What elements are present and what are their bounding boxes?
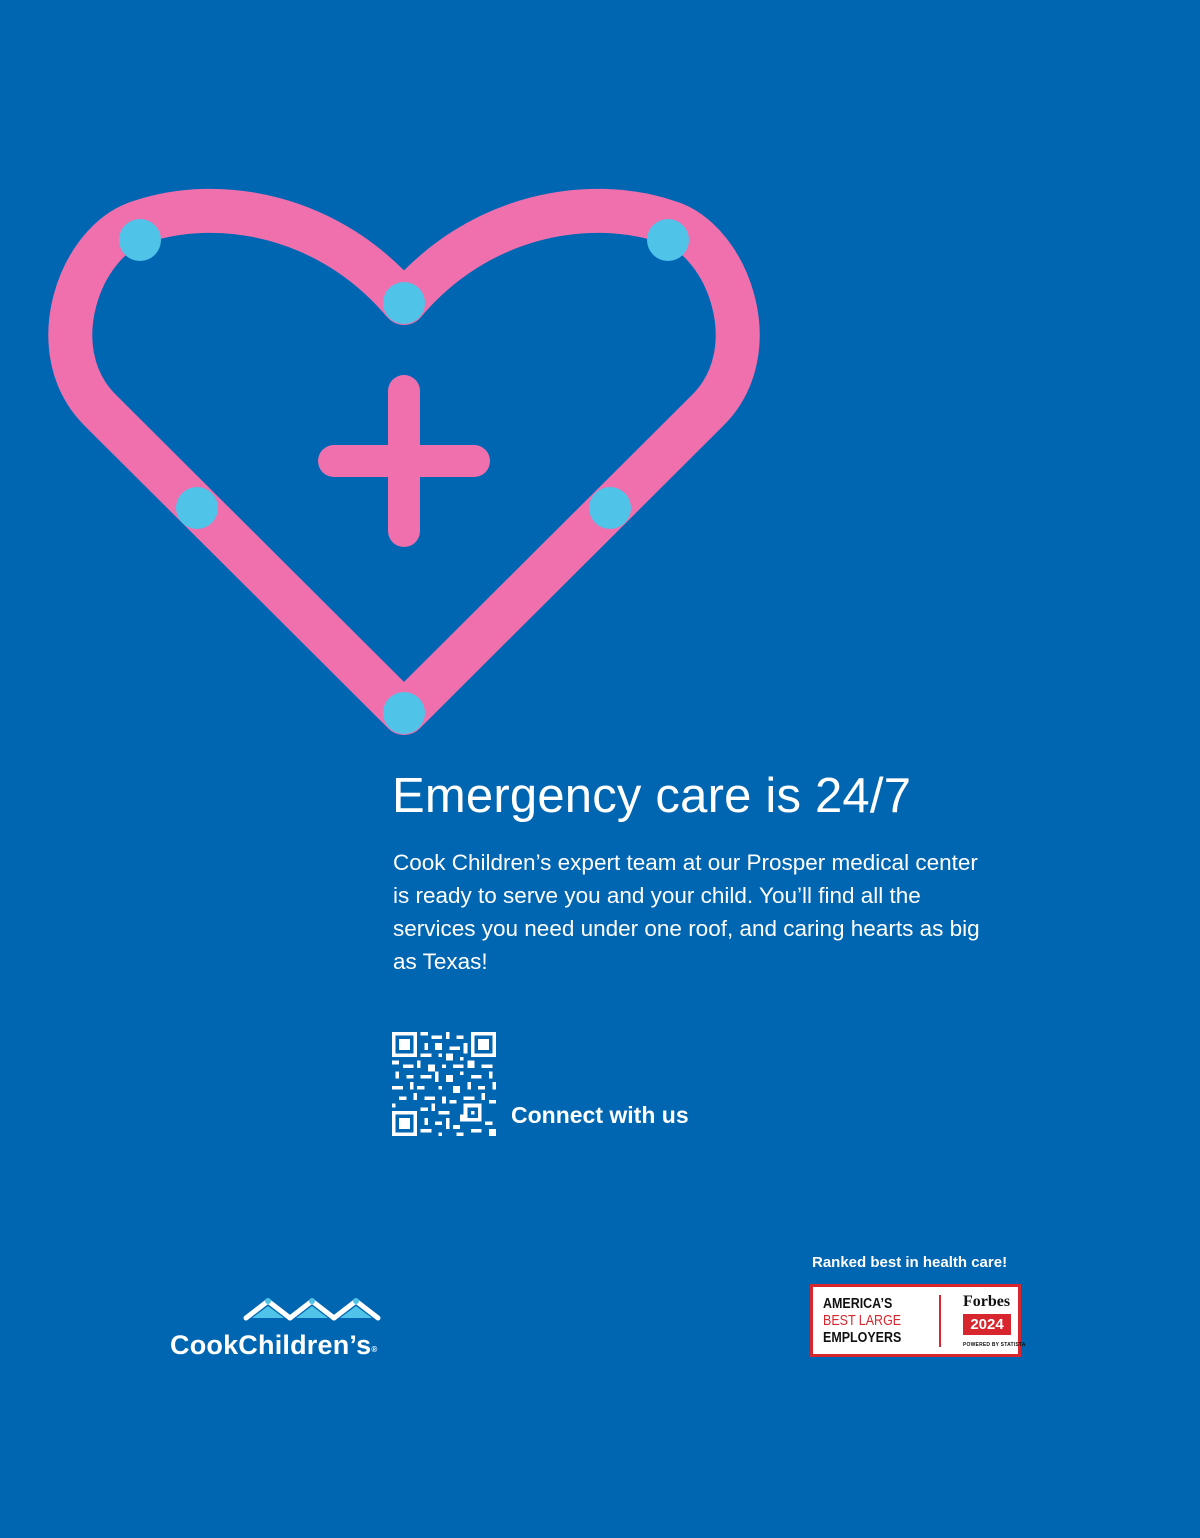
plus-icon bbox=[334, 391, 474, 531]
award-line-1: AMERICA’S bbox=[823, 1296, 893, 1312]
brand-logo bbox=[170, 1330, 377, 1361]
connect-caption: Connect with us bbox=[511, 1102, 689, 1128]
award-year: 2024 bbox=[963, 1314, 1011, 1335]
award-line-3: EMPLOYERS bbox=[823, 1330, 902, 1346]
registered-mark: ® bbox=[371, 1345, 378, 1354]
powered-by-statista: POWERED BY STATISTA bbox=[963, 1342, 1026, 1348]
heart-with-plus-icon bbox=[0, 0, 800, 760]
award-title bbox=[823, 1296, 901, 1347]
award-tagline: Ranked best in health care! bbox=[812, 1254, 1008, 1271]
forbes-wordmark: Forbes bbox=[963, 1293, 1011, 1310]
brand-name: CookChildren’s bbox=[170, 1330, 372, 1360]
headline: Emergency care is 24/7 bbox=[392, 769, 912, 823]
qr-code[interactable] bbox=[392, 1032, 496, 1136]
body-copy: Cook Children’s expert team at our Prosper medical center is ready to serve you and your child. You’ll find all the services you need under one roof, and caring hearts as big as Texas! bbox=[393, 850, 980, 974]
badge-divider bbox=[939, 1295, 941, 1347]
three-roof-peaks-icon bbox=[242, 1296, 392, 1322]
award-line-2: BEST LARGE bbox=[823, 1313, 902, 1329]
forbes-award-badge bbox=[810, 1284, 1026, 1357]
